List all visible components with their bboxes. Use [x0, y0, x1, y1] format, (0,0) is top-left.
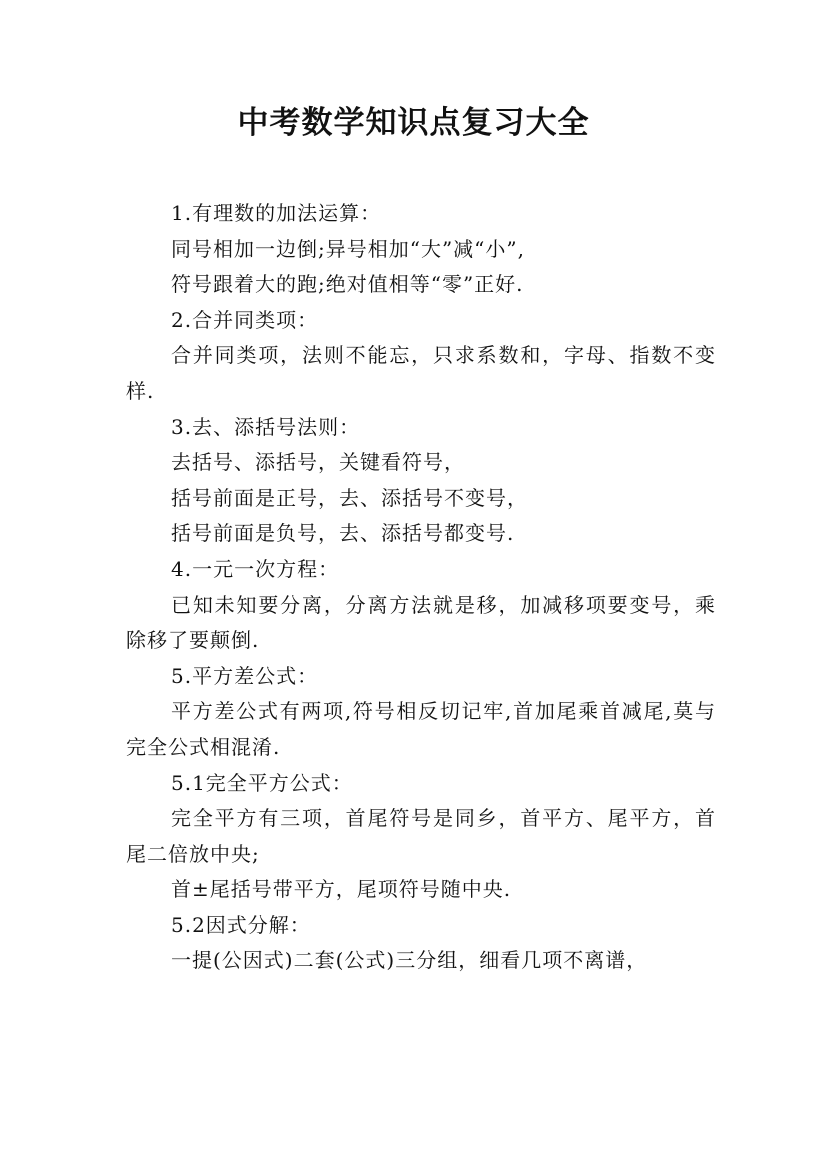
paragraph: 一提(公因式)二套(公式)三分组，细看几项不离谱，: [171, 948, 648, 973]
paragraph: 5.1完全平方公式：: [171, 770, 353, 795]
paragraph: 2.合并同类项：: [171, 307, 319, 332]
paragraph: 完全平方有三项，首尾符号是同乡，首平方、尾平方，首尾二倍放中央;: [126, 806, 716, 866]
paragraph: 5.2因式分解：: [171, 912, 311, 937]
paragraph: 1.有理数的加法运算：: [171, 201, 382, 225]
paragraph: 已知未知要分离，分离方法就是移，加减移项要变号，乘除移了要颠倒.: [126, 592, 716, 653]
document-body: [126, 196, 716, 979]
paragraph: 平方差公式有两项,符号相反切记牢,首加尾乘首减尾,莫与完全公式相混淆.: [126, 699, 716, 759]
paragraph: 合并同类项，法则不能忘，只求系数和，字母、指数不变样.: [126, 343, 716, 403]
paragraph: 4.一元一次方程：: [171, 556, 340, 581]
paragraph: 3.去、添括号法则：: [171, 414, 361, 439]
paragraph: 去括号、添括号，关键看符号，: [171, 450, 465, 475]
paragraph: 5.平方差公式：: [171, 663, 319, 688]
paragraph: 同号相加一边倒;异号相加“大”减“小”,: [171, 236, 525, 261]
paragraph: 括号前面是负号，去、添括号都变号.: [171, 521, 515, 546]
document-title: 中考数学知识点复习大全: [237, 105, 590, 141]
paragraph: 首±尾括号带平方，尾项符号随中央.: [171, 877, 512, 902]
paragraph: 括号前面是正号，去、添括号不变号，: [171, 485, 528, 510]
paragraph: 符号跟着大的跑;绝对值相等“零”正好.: [171, 272, 524, 297]
